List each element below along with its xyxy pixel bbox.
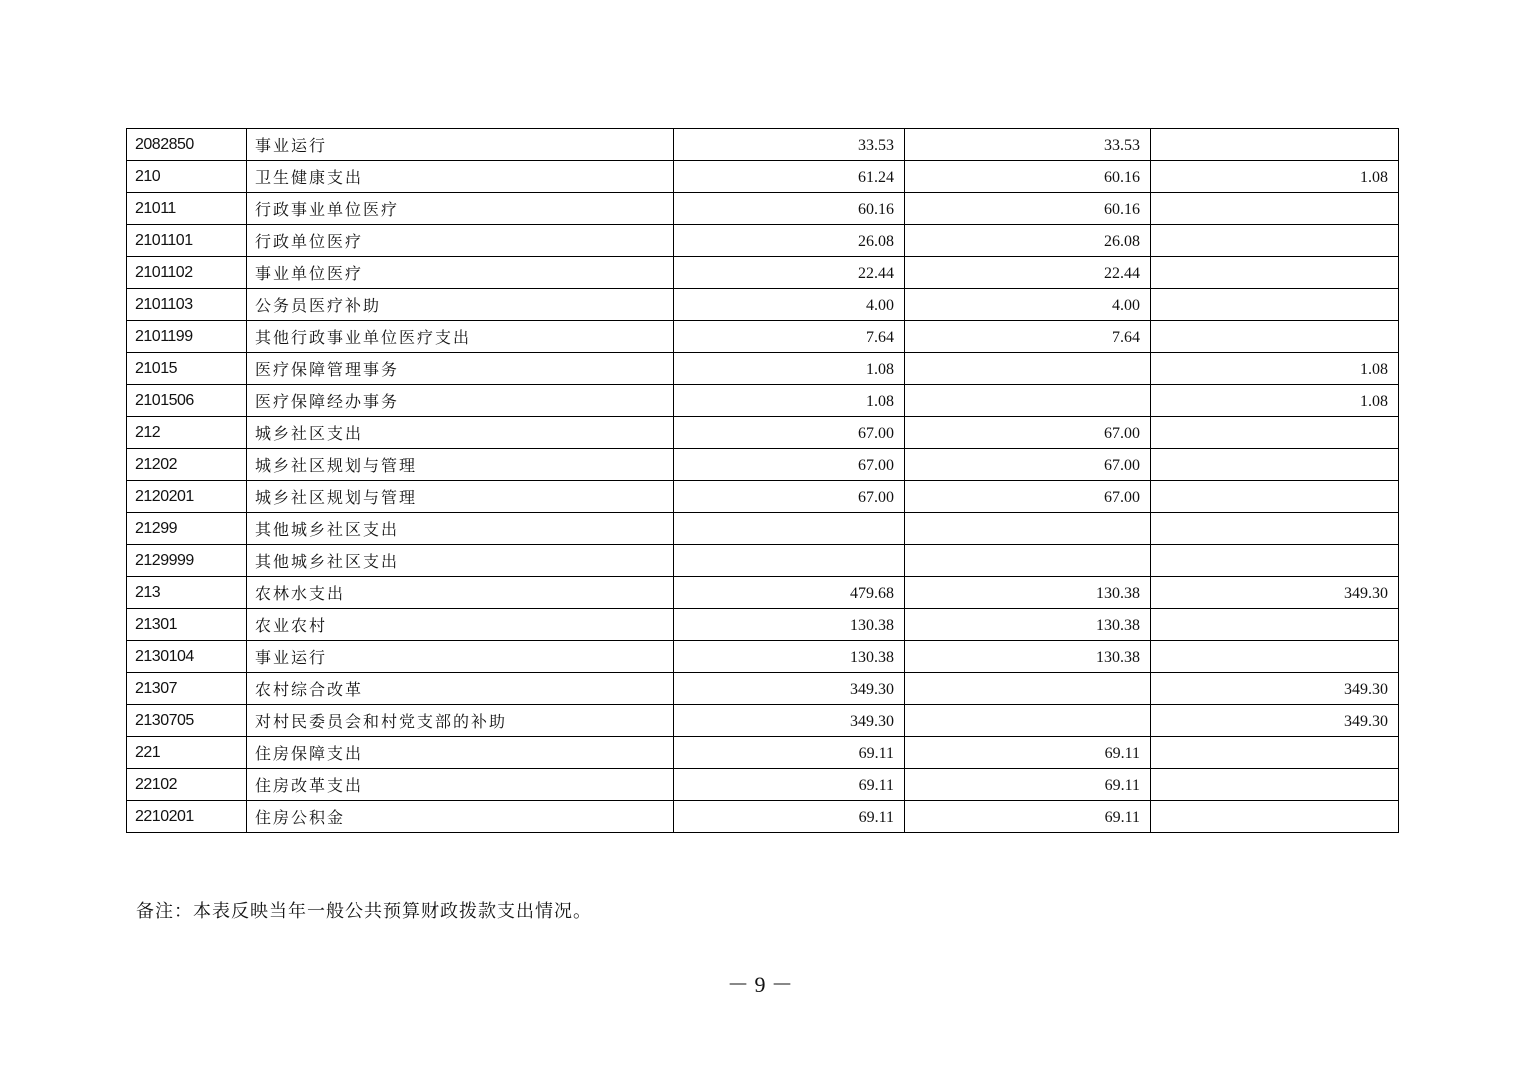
- project-expenditure-cell: [1151, 321, 1399, 353]
- table-row: [127, 481, 1399, 513]
- basic-expenditure-cell: 69.11: [905, 769, 1151, 801]
- basic-expenditure-cell: 69.11: [905, 801, 1151, 833]
- total-amount-cell: 67.00: [674, 417, 905, 449]
- basic-expenditure-cell: [905, 545, 1151, 577]
- total-amount-cell: [674, 513, 905, 545]
- basic-expenditure-cell: 69.11: [905, 737, 1151, 769]
- project-expenditure-cell: [1151, 417, 1399, 449]
- subject-name-cell: 卫生健康支出: [247, 161, 674, 193]
- subject-code-cell: 21015: [127, 353, 247, 385]
- table-row: [127, 353, 1399, 385]
- subject-name-cell: 行政单位医疗: [247, 225, 674, 257]
- project-expenditure-cell: [1151, 289, 1399, 321]
- project-expenditure-cell: [1151, 481, 1399, 513]
- total-amount-cell: 130.38: [674, 641, 905, 673]
- table-row: [127, 385, 1399, 417]
- total-amount-cell: 130.38: [674, 609, 905, 641]
- subject-code-cell: 2101199: [127, 321, 247, 353]
- table-row: [127, 705, 1399, 737]
- total-amount-cell: 1.08: [674, 385, 905, 417]
- subject-code-cell: 21307: [127, 673, 247, 705]
- total-amount-cell: 69.11: [674, 801, 905, 833]
- total-amount-cell: 33.53: [674, 129, 905, 161]
- subject-code-cell: 21301: [127, 609, 247, 641]
- subject-name-cell: 住房公积金: [247, 801, 674, 833]
- table-row: [127, 769, 1399, 801]
- total-amount-cell: 1.08: [674, 353, 905, 385]
- project-expenditure-cell: 1.08: [1151, 353, 1399, 385]
- subject-code-cell: 21011: [127, 193, 247, 225]
- basic-expenditure-cell: 130.38: [905, 641, 1151, 673]
- subject-code-cell: 2101102: [127, 257, 247, 289]
- basic-expenditure-cell: [905, 705, 1151, 737]
- total-amount-cell: 67.00: [674, 449, 905, 481]
- subject-code-cell: 2101101: [127, 225, 247, 257]
- table-row: [127, 609, 1399, 641]
- total-amount-cell: [674, 545, 905, 577]
- total-amount-cell: 349.30: [674, 705, 905, 737]
- table-row: [127, 449, 1399, 481]
- page-number: － 9 －: [726, 972, 793, 997]
- basic-expenditure-cell: 130.38: [905, 609, 1151, 641]
- subject-code-cell: 2082850: [127, 129, 247, 161]
- subject-name-cell: 事业运行: [247, 641, 674, 673]
- total-amount-cell: 7.64: [674, 321, 905, 353]
- basic-expenditure-cell: 67.00: [905, 481, 1151, 513]
- table-row: [127, 321, 1399, 353]
- subject-code-cell: 21299: [127, 513, 247, 545]
- basic-expenditure-cell: 7.64: [905, 321, 1151, 353]
- subject-name-cell: 城乡社区支出: [247, 417, 674, 449]
- project-expenditure-cell: 349.30: [1151, 577, 1399, 609]
- table-row: [127, 801, 1399, 833]
- basic-expenditure-cell: [905, 385, 1151, 417]
- table-note: 备注：本表反映当年一般公共预算财政拨款支出情况。: [136, 901, 592, 922]
- subject-name-cell: 农林水支出: [247, 577, 674, 609]
- table-row: [127, 545, 1399, 577]
- subject-name-cell: 行政事业单位医疗: [247, 193, 674, 225]
- project-expenditure-cell: [1151, 641, 1399, 673]
- table-row: [127, 161, 1399, 193]
- total-amount-cell: 69.11: [674, 737, 905, 769]
- table-row: [127, 673, 1399, 705]
- project-expenditure-cell: [1151, 129, 1399, 161]
- total-amount-cell: 69.11: [674, 769, 905, 801]
- total-amount-cell: 61.24: [674, 161, 905, 193]
- subject-name-cell: 公务员医疗补助: [247, 289, 674, 321]
- subject-name-cell: 事业运行: [247, 129, 674, 161]
- subject-name-cell: 其他城乡社区支出: [247, 513, 674, 545]
- basic-expenditure-cell: [905, 673, 1151, 705]
- project-expenditure-cell: [1151, 737, 1399, 769]
- subject-code-cell: 2130104: [127, 641, 247, 673]
- table-body: [127, 129, 1399, 833]
- table-row: [127, 193, 1399, 225]
- basic-expenditure-cell: 60.16: [905, 161, 1151, 193]
- project-expenditure-cell: [1151, 609, 1399, 641]
- project-expenditure-cell: [1151, 257, 1399, 289]
- total-amount-cell: 67.00: [674, 481, 905, 513]
- project-expenditure-cell: [1151, 545, 1399, 577]
- basic-expenditure-cell: 22.44: [905, 257, 1151, 289]
- subject-name-cell: 其他城乡社区支出: [247, 545, 674, 577]
- subject-name-cell: 住房保障支出: [247, 737, 674, 769]
- subject-name-cell: 事业单位医疗: [247, 257, 674, 289]
- table-row: [127, 129, 1399, 161]
- basic-expenditure-cell: 67.00: [905, 417, 1151, 449]
- subject-code-cell: 2120201: [127, 481, 247, 513]
- subject-name-cell: 医疗保障管理事务: [247, 353, 674, 385]
- project-expenditure-cell: [1151, 449, 1399, 481]
- basic-expenditure-cell: [905, 353, 1151, 385]
- table-row: [127, 289, 1399, 321]
- total-amount-cell: 26.08: [674, 225, 905, 257]
- project-expenditure-cell: [1151, 801, 1399, 833]
- total-amount-cell: 479.68: [674, 577, 905, 609]
- subject-name-cell: 住房改革支出: [247, 769, 674, 801]
- table-row: [127, 641, 1399, 673]
- table-row: [127, 225, 1399, 257]
- subject-name-cell: 农村综合改革: [247, 673, 674, 705]
- subject-code-cell: 212: [127, 417, 247, 449]
- table-row: [127, 737, 1399, 769]
- subject-name-cell: 对村民委员会和村党支部的补助: [247, 705, 674, 737]
- basic-expenditure-cell: 33.53: [905, 129, 1151, 161]
- project-expenditure-cell: [1151, 225, 1399, 257]
- subject-code-cell: 2130705: [127, 705, 247, 737]
- subject-code-cell: 22102: [127, 769, 247, 801]
- subject-code-cell: 210: [127, 161, 247, 193]
- expenditure-table: [126, 128, 1399, 833]
- subject-code-cell: 2210201: [127, 801, 247, 833]
- project-expenditure-cell: [1151, 513, 1399, 545]
- table-row: [127, 513, 1399, 545]
- subject-name-cell: 农业农村: [247, 609, 674, 641]
- subject-name-cell: 医疗保障经办事务: [247, 385, 674, 417]
- table-row: [127, 257, 1399, 289]
- basic-expenditure-cell: 130.38: [905, 577, 1151, 609]
- table-row: [127, 577, 1399, 609]
- project-expenditure-cell: 349.30: [1151, 705, 1399, 737]
- project-expenditure-cell: [1151, 193, 1399, 225]
- subject-code-cell: 2101103: [127, 289, 247, 321]
- subject-name-cell: 城乡社区规划与管理: [247, 481, 674, 513]
- basic-expenditure-cell: [905, 513, 1151, 545]
- subject-code-cell: 2101506: [127, 385, 247, 417]
- total-amount-cell: 349.30: [674, 673, 905, 705]
- project-expenditure-cell: 1.08: [1151, 385, 1399, 417]
- project-expenditure-cell: 1.08: [1151, 161, 1399, 193]
- table-row: [127, 417, 1399, 449]
- project-expenditure-cell: [1151, 769, 1399, 801]
- basic-expenditure-cell: 26.08: [905, 225, 1151, 257]
- basic-expenditure-cell: 67.00: [905, 449, 1151, 481]
- project-expenditure-cell: 349.30: [1151, 673, 1399, 705]
- subject-name-cell: 其他行政事业单位医疗支出: [247, 321, 674, 353]
- subject-code-cell: 2129999: [127, 545, 247, 577]
- total-amount-cell: 4.00: [674, 289, 905, 321]
- subject-name-cell: 城乡社区规划与管理: [247, 449, 674, 481]
- subject-code-cell: 213: [127, 577, 247, 609]
- basic-expenditure-cell: 4.00: [905, 289, 1151, 321]
- subject-code-cell: 221: [127, 737, 247, 769]
- total-amount-cell: 60.16: [674, 193, 905, 225]
- total-amount-cell: 22.44: [674, 257, 905, 289]
- basic-expenditure-cell: 60.16: [905, 193, 1151, 225]
- subject-code-cell: 21202: [127, 449, 247, 481]
